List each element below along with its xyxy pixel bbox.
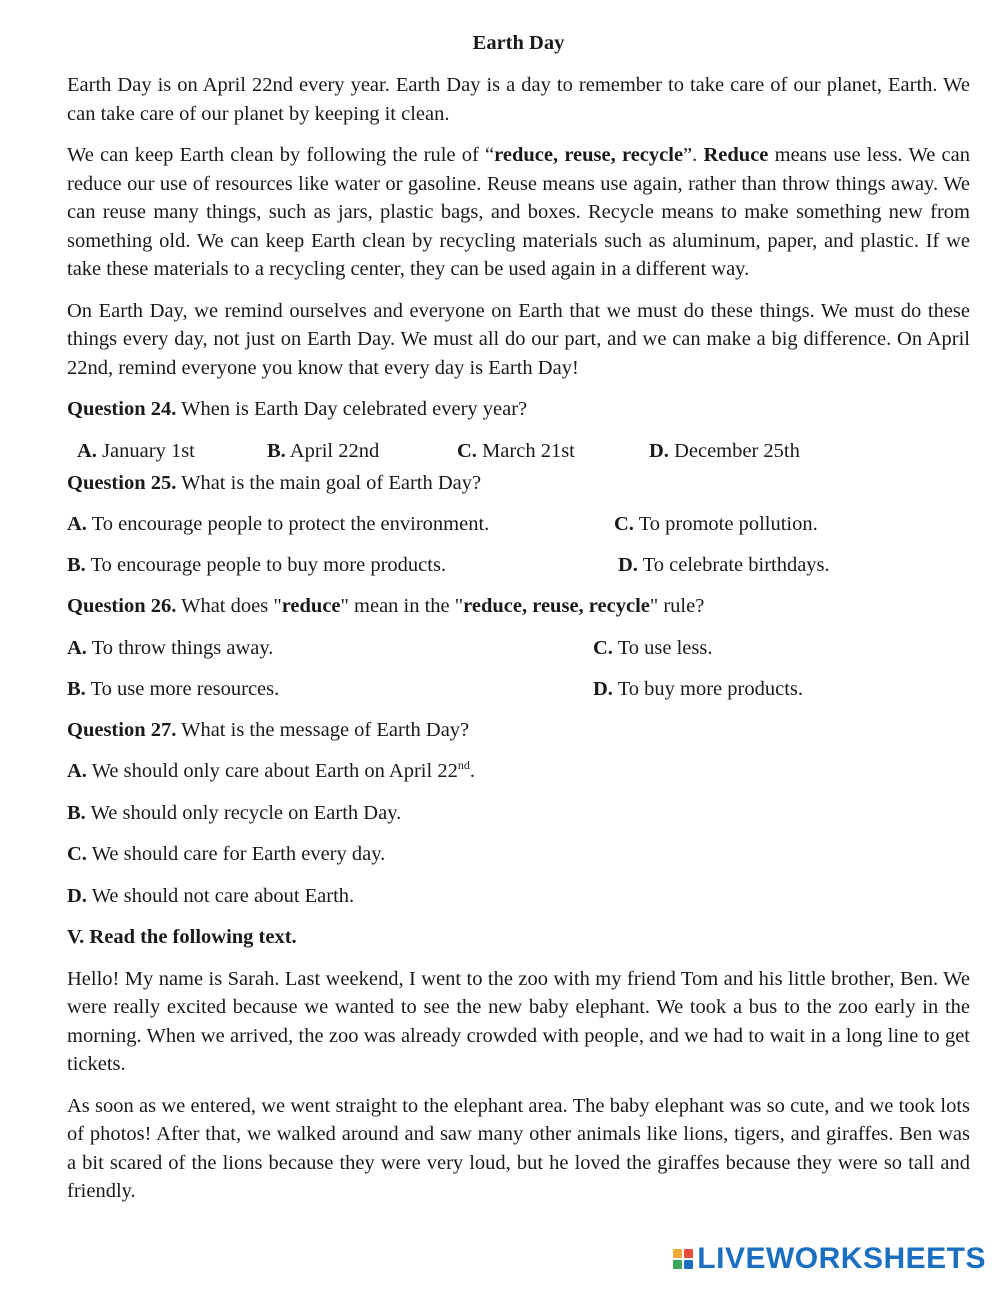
question-26: Question 26. What does "reduce" mean in the "reduce, reuse, recycle" rule? xyxy=(67,595,705,617)
question-27-option-a[interactable]: A. We should only care about Earth on April 22nd. xyxy=(67,758,475,782)
logo-blocks-icon xyxy=(673,1249,693,1269)
question-25-options-row-1 xyxy=(67,510,970,538)
question-25-option-c[interactable]: C. To promote pollution. xyxy=(614,513,818,535)
question-25: Question 25. What is the main goal of Earth Day? xyxy=(67,471,482,494)
question-24-option-a[interactable]: A. January 1st xyxy=(77,439,195,462)
question-26-option-c[interactable]: C. To use less. xyxy=(593,636,713,659)
section-5-paragraph-2: As soon as we entered, we went straight to the elephant area. The baby elephant was so cute, and we took lots of photos! After that, we walked around and saw many other animals like lions, tigers, and giraffes. Ben was a bit scared of the lions because they were very loud, but he loved the giraffes because they were so tall and friendly. xyxy=(67,1094,970,1202)
question-24: Question 24. When is Earth Day celebrated every year? xyxy=(67,398,528,420)
worksheet-page xyxy=(67,28,970,1219)
question-25-options-row-2 xyxy=(67,551,970,579)
question-26-option-a[interactable]: A. To throw things away. xyxy=(67,636,274,659)
question-25-option-a[interactable]: A. To encourage people to protect the environment. xyxy=(67,513,490,535)
section-5-heading: V. Read the following text. xyxy=(67,926,297,948)
question-24-option-b[interactable]: B. April 22nd xyxy=(267,439,380,462)
logo-block xyxy=(684,1260,693,1269)
logo-block xyxy=(673,1249,682,1258)
question-26-options-row-1 xyxy=(67,634,970,662)
question-26-option-b[interactable]: B. To use more resources. xyxy=(67,677,280,700)
logo-text: LIVEWORKSHEETS xyxy=(697,1241,986,1275)
question-24-options xyxy=(67,437,970,465)
section-5-paragraph-1: Hello! My name is Sarah. Last weekend, I went to the zoo with my friend Tom and his little brother, Ben. We were really excited because we wanted to see the new baby elephant. We took a bus to the zoo early in the morning. When we arrived, the zoo was already crowded with people, and we had to wait in a long line to get tickets. xyxy=(67,967,970,1075)
question-26-option-d[interactable]: D. To buy more products. xyxy=(593,677,804,700)
logo-block xyxy=(684,1249,693,1258)
question-27: Question 27. What is the message of Earth Day? xyxy=(67,718,470,741)
question-24-option-c[interactable]: C. March 21st xyxy=(457,439,575,462)
logo-block xyxy=(673,1260,682,1269)
question-26-options-row-2 xyxy=(67,675,970,703)
question-24-option-d[interactable]: D. December 25th xyxy=(649,439,800,462)
passage-paragraph-2: We can keep Earth clean by following the rule of “reduce, reuse, recycle”. Reduce means use less. We can reduce our use of resources like water or gasoline. Reuse means use again, rather than throw things away. We can reuse many things, such as jars, plastic bags, and boxes. Recycle means to make something new from something old. We can keep Earth clean by recycling materials such as aluminum, paper, and plastic. If we take these materials to a recycling center, they can be used again in a different way. xyxy=(67,144,970,280)
question-27-option-b[interactable]: B. We should only recycle on Earth Day. xyxy=(67,801,402,824)
question-27-option-c[interactable]: C. We should care for Earth every day. xyxy=(67,843,386,865)
liveworksheets-logo xyxy=(673,1242,986,1276)
question-27-option-d[interactable]: D. We should not care about Earth. xyxy=(67,884,355,907)
question-25-option-d[interactable]: D. To celebrate birthdays. xyxy=(618,554,830,576)
passage-paragraph-3: On Earth Day, we remind ourselves and everyone on Earth that we must do these things. We must do these things every day, not just on Earth Day. We must all do our part, and we can make a big difference. On April 22nd, remind everyone you know that every day is Earth Day! xyxy=(67,299,970,379)
passage-paragraph-1: Earth Day is on April 22nd every year. Earth Day is a day to remember to take care of our planet, Earth. We can take care of our planet by keeping it clean. xyxy=(67,74,970,125)
page-title: Earth Day xyxy=(472,32,565,54)
question-25-option-b[interactable]: B. To encourage people to buy more products. xyxy=(67,554,447,576)
